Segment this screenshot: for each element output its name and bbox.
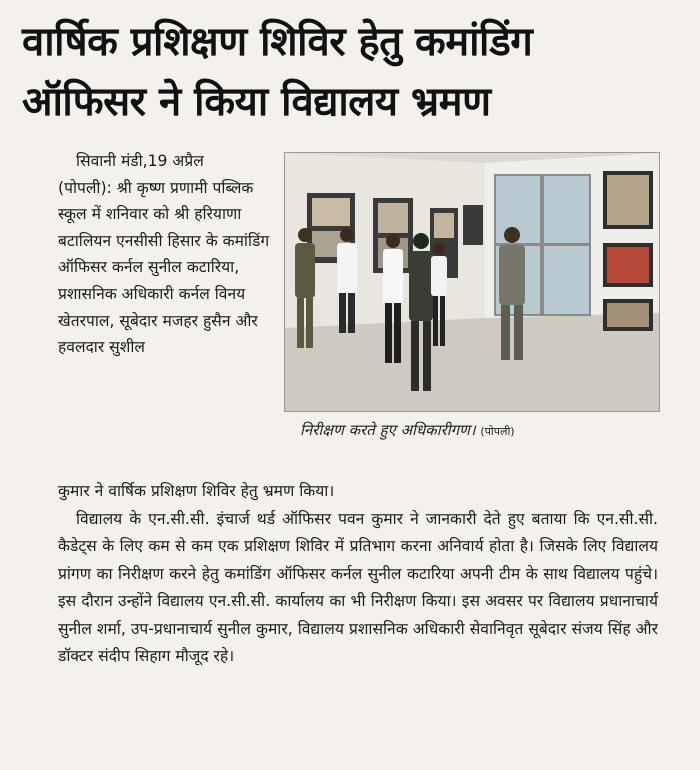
headline-line-1: वार्षिक प्रशिक्षण शिविर हेतु कमांडिंग bbox=[22, 19, 533, 65]
article-headline bbox=[22, 12, 682, 132]
photo-illustration bbox=[285, 153, 659, 411]
body-continuation: कुमार ने वार्षिक प्रशिक्षण शिविर हेतु भ्रमण किया। bbox=[58, 482, 335, 500]
headline-line-2: ऑफिसर ने किया विद्यालय भ्रमण bbox=[22, 79, 491, 125]
news-photo bbox=[284, 152, 660, 412]
photo-credit: (पोपली) bbox=[480, 425, 515, 438]
caption-text: निरीक्षण करते हुए अधिकारीगण। bbox=[300, 421, 476, 439]
dateline: सिवानी मंडी,19 अप्रैल bbox=[76, 152, 204, 170]
body-paragraph-2: विद्यालय के एन.सी.सी. इंचार्ज थर्ड ऑफिसर पवन कुमार ने जानकारी देते हुए बताया कि एन.सी.सी. कैडेट्स के लिए कम से कम एक प्रशिक्षण शिविर में प्रतिभाग करना अनिवार्य होता है। जिसके लिए विद्यालय प्रांगण का निरीक्षण करने हेतु कमांडिंग ऑफिसर कर्नल सुनील कटारिया अपनी टीम के साथ विद्यालय पहुंचे। इस दौरान उन्होंने विद्यालय एन.सी.सी. कार्यालय का भी निरीक्षण किया। इस अवसर पर विद्यालय प्रधानाचार्य सुनील शर्मा, उप-प्रधानाचार्य सुनील कुमार, विद्यालय प्रशासनिक अधिकारी सेवानिवृत सूबेदार संजय सिंह और डॉक्टर संदीप सिहाग मौजूद रहे। bbox=[58, 509, 658, 665]
cropped-previous-line bbox=[0, 0, 700, 8]
photo-caption bbox=[300, 420, 660, 440]
lead-paragraph bbox=[58, 148, 283, 361]
article-body bbox=[58, 478, 658, 671]
lead-text: (पोपली): श्री कृष्ण प्रणामी पब्लिक स्कूल में शनिवार को श्री हरियाणा बटालियन एनसीसी हिसार के कमांडिंग ऑफिसर कर्नल सुनील कटारिया, प्रशासनिक अधिकारी कर्नल विनय खेतरपाल, सूबेदार मजहर हुसैन और हवलदार सुशील bbox=[58, 178, 270, 357]
